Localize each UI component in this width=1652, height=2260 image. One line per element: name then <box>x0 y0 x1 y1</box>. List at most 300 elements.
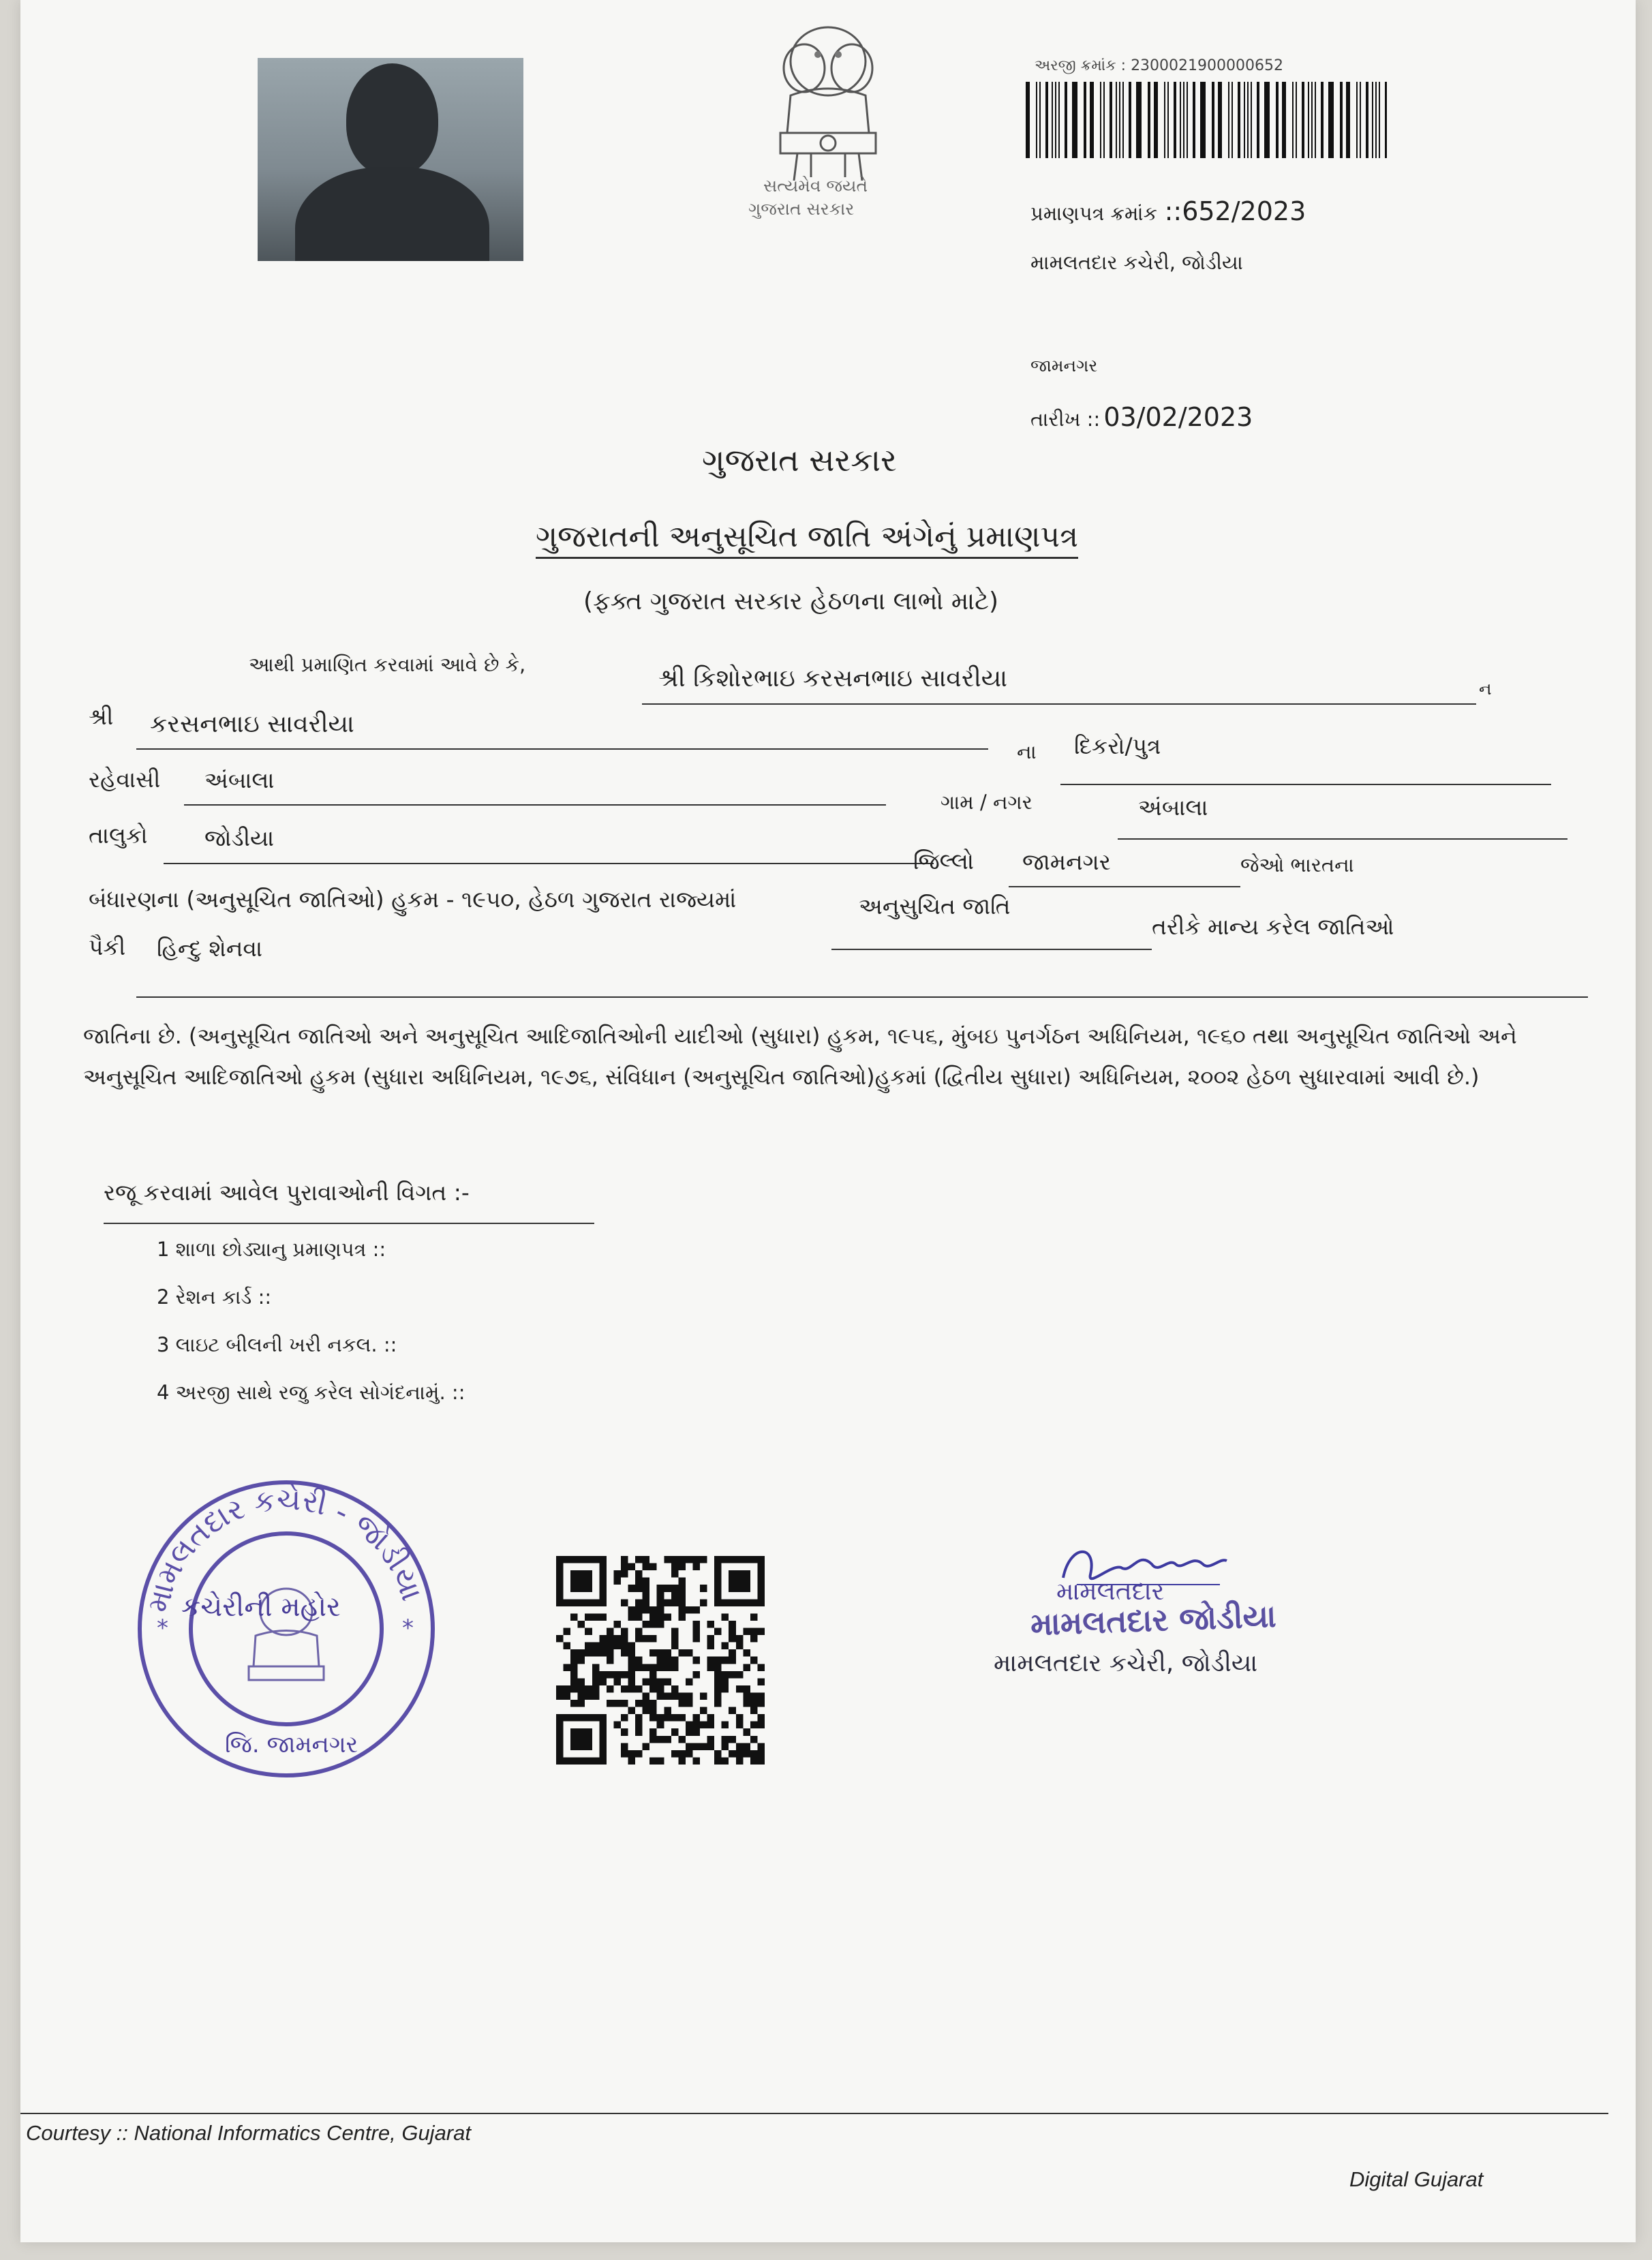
evidence-item: 3 લાઇટ બીલની ખરી નકલ. :: <box>157 1333 397 1356</box>
qr-module <box>621 1728 628 1736</box>
qr-module <box>707 1743 715 1750</box>
category: અનુસુચિત જાતિ <box>831 886 1152 950</box>
barcode-bar <box>1058 82 1060 158</box>
qr-module <box>585 1613 592 1621</box>
qr-module <box>671 1556 679 1563</box>
barcode-bar <box>1180 82 1181 158</box>
signatory-stamp: મામલતદાર જોડીયા <box>1030 1597 1277 1643</box>
qr-module <box>635 1714 643 1722</box>
qr-module <box>635 1606 643 1614</box>
qr-module <box>613 1621 621 1628</box>
qr-module <box>700 1743 707 1750</box>
resident: અંબાલા <box>184 757 886 806</box>
qr-module <box>649 1671 657 1679</box>
qr-module <box>671 1750 679 1758</box>
qr-module <box>757 1664 765 1671</box>
qr-module <box>643 1707 650 1715</box>
qr-module <box>556 1714 564 1765</box>
qr-module <box>585 1649 592 1657</box>
qr-module <box>635 1578 643 1585</box>
qr-module <box>657 1599 664 1606</box>
qr-module <box>657 1714 664 1722</box>
qr-module <box>621 1700 628 1707</box>
qr-module <box>613 1570 621 1578</box>
qr-module <box>678 1599 686 1606</box>
qr-module <box>757 1750 765 1758</box>
qr-module <box>649 1613 657 1621</box>
barcode-bar <box>1276 82 1279 158</box>
qr-module <box>736 1635 744 1643</box>
qr-module <box>671 1585 679 1592</box>
district: જામનગર <box>1009 838 1240 887</box>
barcode-bar <box>1100 82 1101 158</box>
qr-module <box>714 1750 722 1758</box>
qr-module <box>729 1570 750 1592</box>
qr-module <box>578 1692 585 1700</box>
qr-module <box>613 1722 621 1729</box>
among-label: પૈકી <box>89 934 126 960</box>
qr-module <box>664 1649 671 1657</box>
qr-module <box>664 1678 671 1685</box>
qr-module <box>686 1556 693 1563</box>
qr-module <box>607 1649 614 1657</box>
qr-module <box>578 1621 585 1628</box>
barcode-bar <box>1232 82 1233 158</box>
qr-module <box>664 1585 671 1592</box>
qr-module <box>649 1563 657 1571</box>
footer-divider <box>20 2113 1608 2114</box>
qr-module <box>700 1585 707 1592</box>
barcode-bar <box>1193 82 1195 158</box>
qr-module <box>613 1643 621 1650</box>
qr-module <box>643 1578 650 1585</box>
qr-module <box>564 1685 571 1693</box>
qr-module <box>671 1570 679 1578</box>
qr-module <box>657 1657 664 1664</box>
barcode-bar <box>1116 82 1117 158</box>
qr-module <box>635 1570 643 1578</box>
qr-module <box>664 1664 671 1671</box>
qr-module <box>657 1664 664 1671</box>
qr-module <box>757 1678 765 1685</box>
qr-module <box>757 1714 765 1722</box>
barcode-bar <box>1372 82 1373 158</box>
certificate-number: પ્રમાણપત્ર ક્રમાંક ::652/2023 <box>1030 196 1306 226</box>
qr-module <box>692 1743 700 1750</box>
qr-module <box>743 1728 750 1736</box>
qr-module <box>635 1664 643 1671</box>
taluka-label: તાલુકો <box>89 822 148 849</box>
qr-module <box>649 1664 657 1671</box>
barcode-bar <box>1110 82 1112 158</box>
barcode-bar <box>1356 82 1358 158</box>
qr-module <box>643 1592 650 1600</box>
barcode-bar <box>1212 82 1214 158</box>
qr-module <box>592 1692 600 1700</box>
qr-module <box>722 1678 729 1685</box>
qr-module <box>635 1635 643 1643</box>
person-name: શ્રી કિશોરભાઇ કરસનભાઇ સાવરીયા <box>642 654 1476 705</box>
qr-module <box>671 1685 679 1693</box>
qr-module <box>649 1635 657 1643</box>
qr-module <box>707 1621 715 1628</box>
qr-module <box>686 1678 693 1685</box>
qr-module <box>692 1606 700 1614</box>
qr-module <box>671 1563 679 1571</box>
qr-module <box>750 1692 758 1700</box>
barcode-bar <box>1129 82 1131 158</box>
qr-module <box>628 1664 636 1671</box>
qr-module <box>671 1664 679 1671</box>
barcode-bar <box>1366 82 1368 158</box>
qr-module <box>750 1707 758 1715</box>
qr-module <box>607 1635 614 1643</box>
qr-module <box>714 1657 722 1664</box>
qr-code <box>551 1556 770 1765</box>
signatory-title: મામલતદાર <box>1056 1578 1165 1606</box>
qr-module <box>714 1685 722 1693</box>
qr-module <box>671 1657 679 1664</box>
qr-module <box>613 1678 621 1685</box>
qr-module <box>657 1757 664 1765</box>
qr-module <box>657 1736 664 1743</box>
qr-module <box>678 1563 686 1571</box>
qr-module <box>635 1585 643 1592</box>
qr-module <box>607 1700 614 1707</box>
qr-module <box>643 1556 650 1563</box>
qr-module <box>649 1700 657 1707</box>
qr-module <box>621 1635 628 1643</box>
qr-module <box>578 1700 585 1707</box>
qr-module <box>578 1649 585 1657</box>
qr-module <box>664 1613 671 1621</box>
barcode-bar <box>1379 82 1380 158</box>
evidence-heading: રજૂ કરવામાં આવેલ પુરાવાઓની વિગત :- <box>104 1179 594 1224</box>
qr-module <box>649 1685 657 1693</box>
barcode-bar <box>1174 82 1176 158</box>
qr-module <box>707 1664 715 1671</box>
qr-module <box>657 1685 664 1693</box>
barcode-bar <box>1385 82 1387 158</box>
qr-module <box>635 1722 643 1729</box>
qr-module <box>700 1722 707 1729</box>
qr-module <box>628 1671 636 1679</box>
qr-module <box>750 1722 758 1729</box>
barcode-bar <box>1315 82 1316 158</box>
barcode-bar <box>1183 82 1184 158</box>
qr-module <box>657 1692 664 1700</box>
qr-module <box>628 1563 636 1571</box>
qr-module <box>649 1621 657 1628</box>
qr-module <box>556 1685 564 1693</box>
qr-module <box>714 1556 722 1606</box>
qr-module <box>757 1628 765 1636</box>
qr-module <box>556 1714 607 1722</box>
qr-module <box>729 1657 736 1664</box>
qr-module <box>714 1664 722 1671</box>
qr-module <box>707 1736 715 1743</box>
barcode-bar <box>1346 82 1350 158</box>
qr-module <box>657 1606 664 1614</box>
resident-label: રહેવાસી <box>89 766 161 793</box>
qr-module <box>729 1635 736 1643</box>
qr-module <box>570 1685 578 1693</box>
qr-module <box>564 1643 571 1650</box>
qr-module <box>643 1678 650 1685</box>
qr-module <box>671 1599 679 1606</box>
qr-module <box>599 1671 607 1679</box>
qr-module <box>643 1606 650 1614</box>
qr-module <box>628 1678 636 1685</box>
barcode-bar <box>1072 82 1077 158</box>
qr-module <box>621 1643 628 1650</box>
barcode-bar <box>1257 82 1259 158</box>
barcode <box>1026 82 1387 158</box>
barcode-bar <box>1200 82 1206 158</box>
qr-module <box>613 1700 621 1707</box>
qr-module <box>635 1556 643 1563</box>
qr-module <box>722 1671 729 1679</box>
barcode-bar <box>1292 82 1294 158</box>
qr-module <box>592 1664 600 1671</box>
barcode-bar <box>1218 82 1222 158</box>
qr-module <box>678 1692 686 1700</box>
qr-module <box>722 1736 729 1743</box>
qr-module <box>692 1728 700 1736</box>
qr-module <box>657 1649 664 1657</box>
qr-module <box>671 1728 679 1736</box>
qr-module <box>570 1671 578 1679</box>
qr-module <box>592 1649 600 1657</box>
seal-bottom-text: જિ. જામનગર <box>225 1731 358 1758</box>
footer-brand: Digital Gujarat <box>1349 2167 1484 2191</box>
evidence-item: 2 રેશન કાર્ડ :: <box>157 1285 272 1309</box>
qr-module <box>692 1671 700 1679</box>
qr-module <box>556 1556 607 1563</box>
qr-module <box>570 1570 592 1592</box>
qr-module <box>564 1692 571 1700</box>
qr-module <box>657 1585 664 1592</box>
barcode-bar <box>1187 82 1188 158</box>
qr-module <box>570 1649 578 1657</box>
barcode-bar <box>1302 82 1304 158</box>
qr-module <box>556 1635 564 1643</box>
qr-module <box>628 1606 636 1614</box>
qr-module <box>750 1613 758 1621</box>
qr-module <box>692 1621 700 1628</box>
barcode-bar <box>1052 82 1053 158</box>
qr-module <box>671 1714 679 1722</box>
barcode-bar <box>1167 82 1169 158</box>
qr-module <box>649 1678 657 1685</box>
barcode-bar <box>1238 82 1240 158</box>
qr-module <box>722 1685 729 1693</box>
qr-module <box>628 1750 636 1758</box>
na-label: ના <box>1017 740 1037 763</box>
certificate-subtitle: (ફક્ત ગુજરાત સરકાર હેઠળના લાભો માટે) <box>583 587 999 615</box>
qr-module <box>592 1671 600 1679</box>
legal-paragraph: જાતિના છે. (અનુસૂચિત જાતિઓ અને અનુસૂચિત આદિજાતિઓની યાદીઓ (સુધારા) હુકમ, ૧૯૫૬, મુંબઇ પુનર્ગઠન અધિનિયમ, ૧૯૬૦ તથા અનુસૂચિત જાતિઓ અને અનુસૂચિત આદિજાતિઓ હુકમ (સુધારા અધિનિયમ, ૧૯૭૬, સંવિધાન (અનુસૂચિત જાતિઓ)હુકમાં (દ્વિતીય સુધારા) અધિનિયમ, ૨૦૦૨ હેઠળ સુધારવામાં આવી છે.) <box>83 1023 1517 1090</box>
qr-module <box>621 1628 628 1636</box>
qr-module <box>671 1692 679 1700</box>
footer-courtesy: Courtesy :: National Informatics Centre, Gujarat <box>26 2121 471 2145</box>
qr-module <box>729 1736 736 1743</box>
certificate-page <box>20 0 1636 2242</box>
qr-module <box>743 1700 750 1707</box>
qr-module <box>736 1685 744 1693</box>
barcode-bar <box>1036 82 1037 158</box>
qr-module <box>714 1757 722 1765</box>
qr-module <box>613 1635 621 1643</box>
seal-center-text: કચેરીની મહોર <box>181 1591 341 1623</box>
qr-module <box>743 1649 750 1657</box>
qr-module <box>678 1578 686 1585</box>
seal-ring-text: મામલતદાર કચેરી - જોડીયા <box>140 1482 429 1616</box>
qr-module <box>750 1635 758 1643</box>
qr-module <box>678 1750 686 1758</box>
constitution-text: બંધારણના (અનુસૂચિત જાતિઓ) હુકમ - ૧૯૫૦, હેઠળ ગુજરાત રાજ્યમાં <box>89 886 737 913</box>
barcode-bar <box>1103 82 1105 158</box>
qr-module <box>671 1628 679 1636</box>
qr-module <box>564 1664 571 1671</box>
shri-label: શ્રી <box>89 703 114 730</box>
qr-module <box>613 1578 621 1585</box>
qr-module <box>678 1585 686 1592</box>
qr-module <box>714 1628 722 1636</box>
barcode-bar <box>1264 82 1270 158</box>
qr-module <box>757 1743 765 1750</box>
qr-module <box>564 1628 571 1636</box>
qr-module <box>635 1657 643 1664</box>
qr-module <box>592 1678 600 1685</box>
barcode-bar <box>1311 82 1313 158</box>
qr-module <box>628 1649 636 1657</box>
qr-module <box>714 1671 722 1679</box>
qr-module <box>743 1743 750 1750</box>
emblem-motto: સત્યમેવ જયતે <box>763 176 868 196</box>
qr-module <box>621 1570 628 1578</box>
qr-module <box>664 1707 671 1715</box>
qr-module <box>657 1592 664 1600</box>
qr-module <box>750 1757 758 1765</box>
qr-module <box>643 1700 650 1707</box>
qr-module <box>556 1599 607 1606</box>
barcode-bar <box>1244 82 1245 158</box>
qr-module <box>607 1628 614 1636</box>
qr-module <box>700 1692 707 1700</box>
qr-module <box>692 1757 700 1765</box>
qr-module <box>714 1700 722 1707</box>
qr-module <box>628 1657 636 1664</box>
qr-module <box>757 1722 765 1729</box>
qr-module <box>592 1643 600 1650</box>
barcode-bar <box>1251 82 1252 158</box>
qr-module <box>621 1563 628 1571</box>
qr-module <box>556 1692 564 1700</box>
qr-module <box>692 1657 700 1664</box>
qr-module <box>671 1635 679 1643</box>
qr-module <box>729 1649 736 1657</box>
qr-module <box>692 1628 700 1636</box>
qr-module <box>570 1657 578 1664</box>
caste: હિન્દુ શેનવા <box>136 928 1588 998</box>
barcode-bar <box>1375 82 1377 158</box>
qr-module <box>635 1628 643 1636</box>
city-name: જામનગર <box>1030 356 1098 376</box>
barcode-bar <box>1090 82 1094 158</box>
qr-module <box>736 1671 744 1679</box>
qr-module <box>678 1649 686 1657</box>
qr-module <box>707 1722 715 1729</box>
qr-module <box>628 1613 636 1621</box>
qr-module <box>707 1643 715 1650</box>
barcode-bar <box>1228 82 1229 158</box>
qr-module <box>556 1757 607 1765</box>
qr-module <box>757 1757 765 1765</box>
qr-module <box>599 1678 607 1685</box>
qr-module <box>714 1599 765 1606</box>
qr-module <box>757 1692 765 1700</box>
government-name: ગુજરાત સરકાર <box>702 442 897 478</box>
barcode-bar <box>1136 82 1142 158</box>
application-number: અરજી ક્રમાંક : 2300021900000652 <box>1035 57 1284 74</box>
qr-module <box>585 1685 592 1693</box>
barcode-bar <box>1321 82 1324 158</box>
district-label: જિલ્લો <box>913 848 975 874</box>
qr-module <box>643 1599 650 1606</box>
qr-module <box>592 1685 600 1693</box>
qr-module <box>635 1728 643 1736</box>
qr-module <box>628 1757 636 1765</box>
qr-module <box>736 1714 744 1722</box>
india-label: જેઓ ભારતના <box>1240 853 1354 876</box>
qr-module <box>700 1707 707 1715</box>
qr-module <box>635 1750 643 1758</box>
relation: દિકરો/પુત્ર <box>1060 722 1551 785</box>
qr-module <box>664 1736 671 1743</box>
qr-module <box>657 1722 664 1729</box>
qr-module <box>671 1592 679 1600</box>
qr-module <box>722 1743 729 1750</box>
qr-module <box>750 1750 758 1758</box>
qr-module <box>570 1664 578 1671</box>
qr-module <box>722 1613 729 1621</box>
qr-module <box>686 1692 693 1700</box>
qr-module <box>570 1678 578 1685</box>
issue-date: તારીખ :: 03/02/2023 <box>1030 402 1253 432</box>
qr-module <box>736 1643 744 1650</box>
qr-module <box>722 1657 729 1664</box>
qr-module <box>599 1714 607 1765</box>
qr-module <box>643 1563 650 1571</box>
barcode-bar <box>1065 82 1067 158</box>
signatory-office: મામલતદાર કચેરી, જોડીયા <box>994 1649 1258 1677</box>
barcode-bar <box>1340 82 1343 158</box>
qr-module <box>621 1556 628 1563</box>
qr-module <box>729 1750 736 1758</box>
qr-module <box>649 1736 657 1743</box>
qr-module <box>678 1757 686 1765</box>
qr-module <box>729 1621 736 1628</box>
qr-module <box>628 1585 636 1592</box>
qr-module <box>714 1692 722 1700</box>
barcode-bar <box>1282 82 1286 158</box>
qr-module <box>692 1563 700 1571</box>
qr-module <box>585 1692 592 1700</box>
qr-module <box>729 1628 736 1636</box>
qr-module <box>657 1621 664 1628</box>
qr-module <box>599 1613 607 1621</box>
